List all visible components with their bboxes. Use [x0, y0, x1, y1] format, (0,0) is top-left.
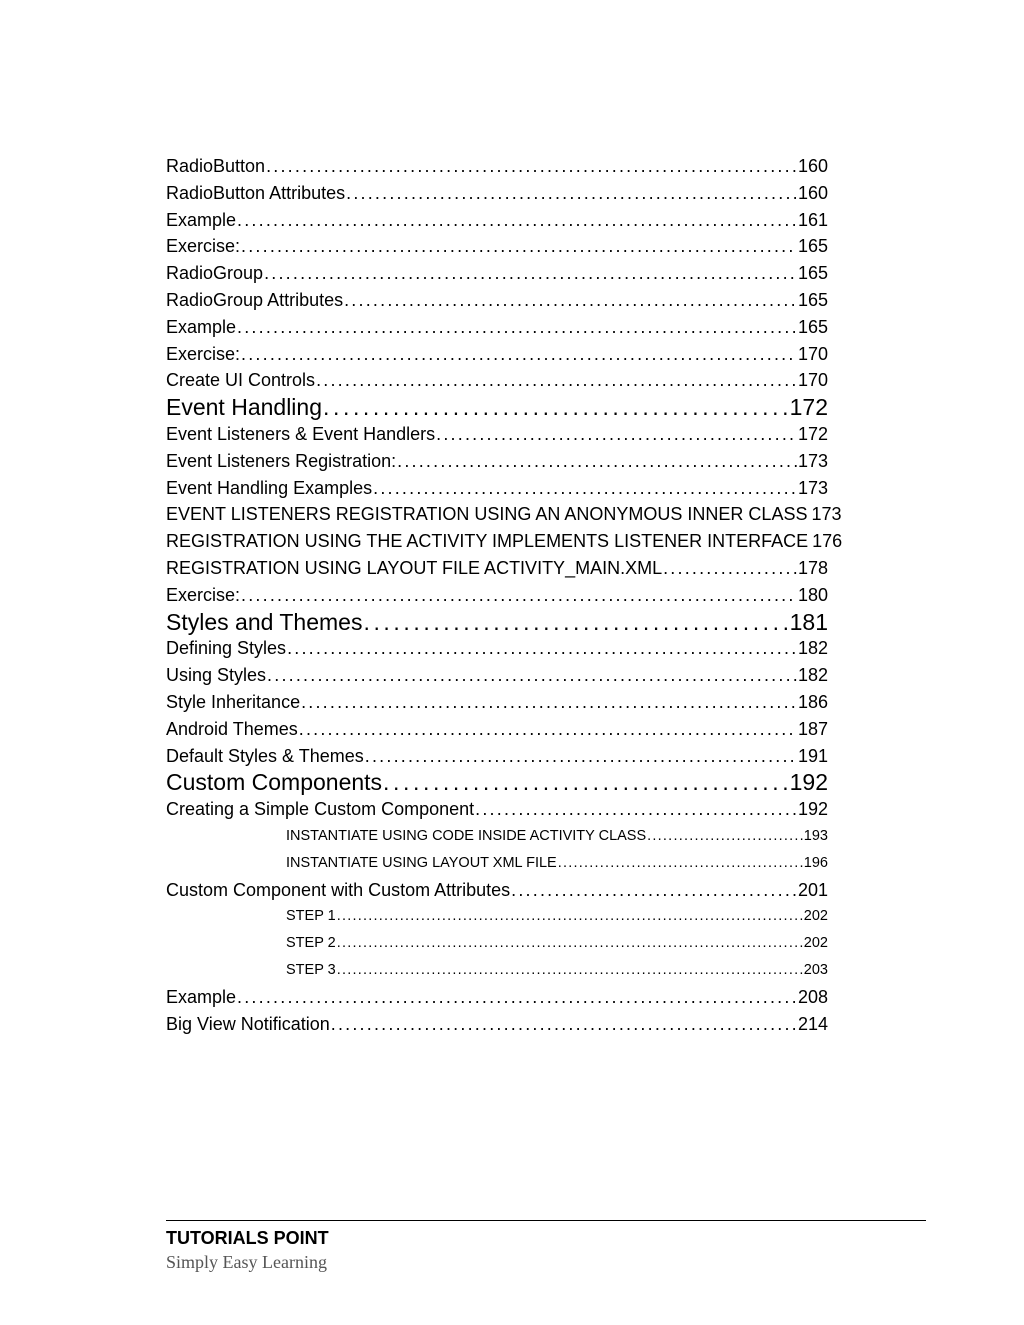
toc-entry-title: Styles and Themes	[166, 608, 363, 635]
toc-entry-title: Big View Notification	[166, 1013, 330, 1034]
toc-dot-leader	[237, 207, 797, 234]
toc-entry-title: Example	[166, 209, 237, 230]
toc-entry[interactable]	[166, 207, 828, 234]
toc-entry-page: 193	[803, 827, 828, 844]
toc-entry-page: 191	[797, 745, 828, 766]
toc-entry[interactable]	[166, 314, 828, 341]
toc-dot-leader	[383, 769, 789, 796]
toc-entry-title: RadioButton	[166, 156, 266, 176]
toc-entry-title: Default Styles & Themes	[166, 745, 364, 766]
toc-dot-leader	[346, 180, 797, 207]
toc-dot-leader	[373, 475, 797, 502]
toc-entry-page: 170	[797, 343, 828, 364]
toc-entry-title: RadioGroup	[166, 263, 264, 284]
toc-entry-page: 161	[797, 209, 828, 230]
toc-entry-title: Event Listeners Registration:	[166, 450, 397, 471]
toc-entry-page: 160	[797, 182, 828, 203]
toc-dot-leader	[475, 796, 797, 823]
toc-entry[interactable]	[166, 662, 828, 689]
toc-entry-page: 178	[797, 557, 828, 578]
toc-entry-page: 165	[797, 263, 828, 284]
toc-dot-leader	[323, 394, 789, 421]
toc-entry-page: 165	[797, 236, 828, 257]
toc-entry[interactable]	[166, 877, 828, 904]
toc-dot-leader	[363, 609, 788, 636]
toc-entry[interactable]	[166, 769, 828, 796]
toc-entry[interactable]	[166, 260, 828, 287]
toc-dot-leader	[287, 635, 797, 662]
toc-entry[interactable]	[166, 716, 828, 743]
toc-dot-leader	[436, 421, 797, 448]
footer-divider	[166, 1220, 926, 1221]
toc-entry-title: Creating a Simple Custom Component	[166, 799, 475, 820]
toc-entry[interactable]	[166, 903, 828, 930]
toc-entry[interactable]	[166, 635, 828, 662]
toc-entry-title: Create UI Controls	[166, 370, 316, 391]
toc-entry-page: 182	[797, 638, 828, 659]
toc-entry-title: INSTANTIATE USING CODE INSIDE ACTIVITY CLASS	[286, 827, 647, 844]
toc-entry[interactable]	[166, 743, 828, 770]
toc-dot-leader	[397, 448, 797, 475]
toc-entry-page: 187	[797, 718, 828, 739]
toc-entry-page: 214	[797, 1013, 828, 1034]
toc-entry[interactable]	[166, 796, 828, 823]
toc-entry-page: 186	[797, 691, 828, 712]
footer-tagline: Simply Easy Learning	[166, 1252, 327, 1272]
toc-dot-leader	[264, 260, 797, 287]
toc-dot-leader	[316, 367, 797, 394]
toc-entry-title: Event Handling	[166, 394, 322, 421]
toc-entry-page: 182	[797, 665, 828, 686]
toc-entry-title: Example	[166, 316, 237, 337]
toc-entry[interactable]	[166, 930, 828, 957]
toc-dot-leader	[337, 957, 803, 984]
toc-entry[interactable]	[166, 421, 828, 448]
toc-entry-page: 160	[797, 156, 828, 176]
toc-entry-title: Example	[166, 986, 237, 1007]
toc-dot-leader	[331, 1011, 797, 1038]
toc-entry[interactable]	[166, 233, 828, 260]
toc-entry[interactable]	[166, 1011, 828, 1038]
toc-dot-leader	[266, 153, 797, 180]
toc-entry[interactable]	[166, 555, 828, 582]
toc-entry-page: 202	[803, 908, 828, 925]
toc-entry-title: Exercise:	[166, 584, 241, 605]
toc-entry[interactable]	[166, 823, 828, 850]
toc-entry-page: 173	[797, 477, 828, 498]
toc-dot-leader	[241, 341, 797, 368]
toc-dot-leader	[663, 555, 797, 582]
toc-entry-page: 176	[812, 531, 843, 552]
toc-dot-leader	[299, 716, 797, 743]
toc-entry-page: 172	[797, 423, 828, 444]
toc-dot-leader	[241, 582, 797, 609]
toc-entry-page: 165	[797, 289, 828, 310]
toc-entry-title: Android Themes	[166, 718, 298, 739]
toc-entry-title: Using Styles	[166, 665, 267, 686]
toc-entry-title: RadioGroup Attributes	[166, 289, 344, 310]
toc-entry[interactable]	[166, 957, 828, 984]
toc-entry-title: Defining Styles	[166, 638, 287, 659]
toc-entry-page: 172	[789, 394, 828, 421]
toc-entry-title: EVENT LISTENERS REGISTRATION USING AN ANONYMOUS INNER CLASS	[166, 504, 808, 525]
toc-entry[interactable]	[166, 287, 828, 314]
footer-brand: TUTORIALS POINT	[166, 1228, 329, 1248]
toc-entry-title: Event Handling Examples	[166, 477, 373, 498]
toc-entry-page: 201	[797, 879, 828, 900]
toc-entry-page: 181	[789, 608, 828, 635]
toc-entry-title: RadioButton Attributes	[166, 182, 346, 203]
toc-dot-leader	[337, 930, 803, 957]
toc-dot-leader	[344, 287, 797, 314]
toc-entry-page: 170	[797, 370, 828, 391]
toc-entry-page: 173	[811, 504, 842, 525]
toc-entry[interactable]	[166, 850, 828, 877]
toc-entry-page: 196	[803, 854, 828, 871]
toc-entry[interactable]	[166, 341, 828, 368]
toc-dot-leader	[647, 823, 803, 850]
table-of-contents	[166, 153, 843, 1037]
toc-entry[interactable]	[166, 501, 926, 528]
toc-dot-leader	[241, 233, 797, 260]
toc-entry-title: Exercise:	[166, 236, 241, 257]
toc-entry[interactable]	[166, 180, 828, 207]
toc-dot-leader	[237, 984, 797, 1011]
toc-entry[interactable]	[166, 153, 828, 180]
toc-entry[interactable]	[166, 367, 828, 394]
toc-dot-leader	[237, 314, 797, 341]
toc-entry-title: Exercise:	[166, 343, 241, 364]
toc-entry-title: REGISTRATION USING LAYOUT FILE ACTIVITY_MAIN.XML	[166, 557, 663, 578]
toc-entry[interactable]	[166, 394, 828, 421]
toc-entry-title: INSTANTIATE USING LAYOUT XML FILE	[286, 854, 557, 871]
toc-entry-page: 192	[797, 799, 828, 820]
toc-entry[interactable]	[166, 475, 828, 502]
toc-entry-title: Event Listeners & Event Handlers	[166, 423, 436, 444]
toc-entry[interactable]	[166, 528, 926, 555]
toc-dot-leader	[301, 689, 797, 716]
toc-entry-title: STEP 3	[286, 961, 336, 978]
toc-dot-leader	[267, 662, 797, 689]
toc-dot-leader	[511, 877, 797, 904]
toc-entry-page: 202	[803, 935, 828, 952]
toc-entry[interactable]	[166, 689, 828, 716]
toc-entry-page: 165	[797, 316, 828, 337]
toc-entry[interactable]	[166, 448, 828, 475]
toc-entry-title: STEP 1	[286, 908, 336, 925]
toc-entry-page: 208	[797, 986, 828, 1007]
toc-dot-leader	[337, 903, 803, 930]
toc-entry[interactable]	[166, 582, 828, 609]
toc-entry-title: REGISTRATION USING THE ACTIVITY IMPLEMENTS LISTENER INTERFACE	[166, 531, 809, 552]
toc-entry-title: Custom Component with Custom Attributes	[166, 879, 511, 900]
toc-dot-leader	[558, 850, 803, 877]
toc-dot-leader	[365, 743, 797, 770]
toc-entry[interactable]	[166, 984, 828, 1011]
toc-entry-title: STEP 2	[286, 935, 336, 952]
toc-entry[interactable]	[166, 609, 828, 636]
toc-entry-page: 192	[789, 769, 828, 796]
toc-entry-page: 180	[797, 584, 828, 605]
toc-entry-page: 173	[797, 450, 828, 471]
toc-entry-page: 203	[803, 961, 828, 978]
toc-entry-title: Style Inheritance	[166, 691, 301, 712]
toc-entry-title: Custom Components	[166, 769, 383, 796]
